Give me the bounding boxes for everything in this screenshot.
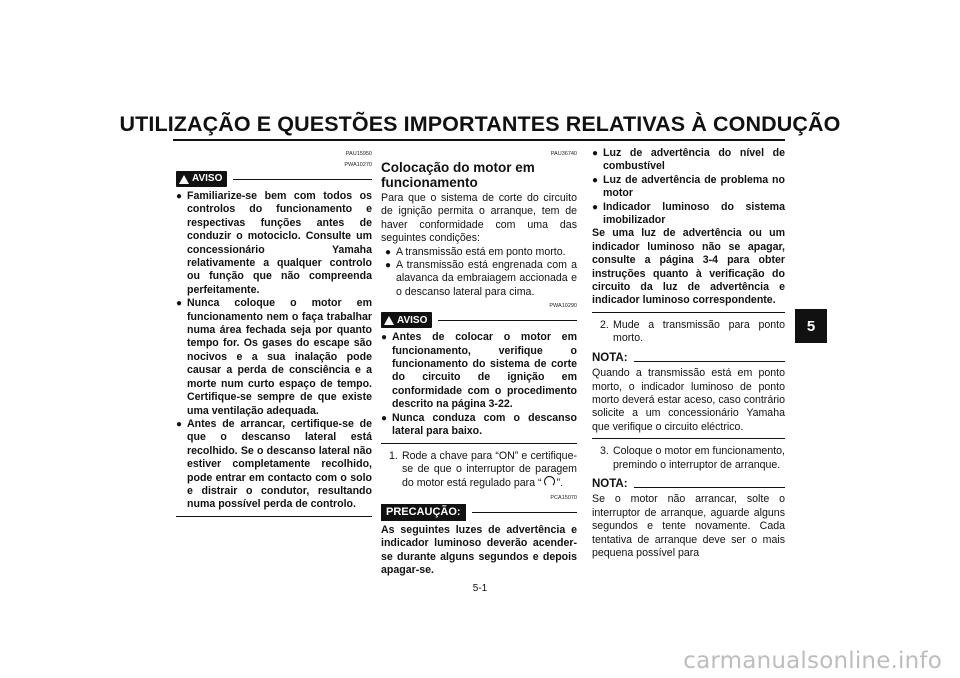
note-text: Quando a transmissão está em ponto morto, o indicador luminoso de ponto morto deverá estar aceso, caso contrário solicite a um concessionário Yamaha que verifique o circuito eléctrico. xyxy=(592,367,785,433)
list-item xyxy=(381,412,577,439)
note-label: NOTA: xyxy=(592,477,628,490)
list-item-text: Nunca coloque o motor em funcionamento nem o faça trabalhar numa área fechada seja por quanto tempo for. Os gases do escape são nocivos e a sua inalação pode causar a perda de consciência e a morte num curto espaço de tempo. Certifique-se sempre de que existe uma ventilação adequada. xyxy=(187,297,372,417)
bullet-icon: ● xyxy=(385,260,392,272)
bullet-icon: ● xyxy=(592,201,599,213)
list-item-text: Luz de advertência de problema no motor xyxy=(603,173,785,200)
bullet-icon: ● xyxy=(176,191,183,202)
doc-code: PAU36740 xyxy=(550,151,577,157)
divider xyxy=(438,320,577,321)
divider xyxy=(176,516,372,517)
divider xyxy=(634,487,785,488)
list-item-text: Antes de colocar o motor em funcionamento, verifique o funcionamento do sistema de corte do circuito de ignição em conformidade com o procedimento descrito na página 3-22. xyxy=(392,331,577,411)
list-item-text: Nunca conduza com o descanso lateral para baixo. xyxy=(392,411,577,438)
warning-label xyxy=(381,312,432,328)
title-rule xyxy=(173,139,785,141)
bullet-icon: ● xyxy=(381,412,388,424)
divider xyxy=(634,361,785,362)
page-title: UTILIZAÇÃO E QUESTÕES IMPORTANTES RELATIVAS À CONDUÇÃO xyxy=(119,112,841,136)
doc-code: PAU15950 xyxy=(345,151,372,157)
list-item xyxy=(176,297,372,418)
list-item-text: Indicador luminoso do sistema imobilizador xyxy=(603,200,785,227)
page-number: 5-1 xyxy=(472,583,488,594)
caution-header xyxy=(381,504,577,521)
warning-label xyxy=(176,171,227,187)
list-item-text: Familiarize-se bem com todos os controlos do funcionamento e respectivas funções antes de conduzir o motociclo. Consulte um concessionário Yamaha relativamente a qualquer controlo ou função que não compreenda perfeitamente. xyxy=(187,190,372,296)
paragraph: Para que o sistema de corte do circuito de ignição permita o arranque, tem de haver conformidade com uma das seguintes condições: xyxy=(381,192,577,245)
list-item xyxy=(592,201,785,228)
caution-label: PRECAUÇÃO: xyxy=(381,504,466,521)
list-item xyxy=(176,190,372,297)
chapter-tab: 5 xyxy=(795,309,827,343)
divider xyxy=(592,312,785,313)
divider xyxy=(381,443,577,444)
step-item xyxy=(389,450,577,491)
list-item xyxy=(385,246,577,259)
bullet-icon: ● xyxy=(592,148,599,159)
watermark: carmanualsonline.info xyxy=(683,648,942,674)
bullet-icon: ● xyxy=(592,174,599,186)
doc-code: PWA10290 xyxy=(549,303,577,310)
list-item-text: Antes de arrancar, certifique-se de que o descanso lateral está recolhido. Se o descanso lateral não estiver completamente recolhido, pode entrar em contacto com o solo e distrair o condutor, resultando numa possível perda de controlo. xyxy=(187,417,372,511)
doc-code: PCA15070 xyxy=(550,494,577,501)
doc-code: PWA10270 xyxy=(344,162,372,168)
step-number: 1. xyxy=(389,449,398,462)
list-item xyxy=(381,331,577,411)
bullet-icon: ● xyxy=(176,298,183,310)
note-label: NOTA: xyxy=(592,351,628,364)
step-text: Mude a transmissão para ponto morto. xyxy=(613,318,785,345)
list-item xyxy=(592,174,785,201)
engine-run-icon xyxy=(544,476,555,487)
divider xyxy=(233,179,372,180)
warning-label-text: AVISO xyxy=(397,314,428,326)
step-number: 3. xyxy=(600,445,609,458)
warning-header xyxy=(381,312,577,328)
step-item xyxy=(600,445,785,472)
list-item-text: Luz de advertência do nível de combustível xyxy=(603,147,785,173)
step-number: 2. xyxy=(600,318,609,331)
list-item xyxy=(385,259,577,299)
step-item xyxy=(600,319,785,346)
warning-header xyxy=(176,171,372,187)
step-text xyxy=(402,450,577,491)
note-header xyxy=(592,352,785,365)
bullet-icon: ● xyxy=(385,246,392,258)
divider xyxy=(592,438,785,439)
list-item-text: A transmissão está engrenada com a alavanca da embraiagem accionada e o descanso lateral para cima. xyxy=(396,259,577,298)
note-text: Se o motor não arrancar, solte o interruptor de arranque, aguarde alguns segundos e tente novamente. Cada tentativa de arranque deve ser o mais pequena possível para xyxy=(592,493,785,559)
warning-label-text: AVISO xyxy=(192,173,223,185)
list-item xyxy=(176,418,372,512)
bullet-icon: ● xyxy=(176,418,183,430)
column-2 xyxy=(381,147,577,577)
step-text-part: ”. xyxy=(556,477,564,490)
list-item-text: A transmissão está em ponto morto. xyxy=(396,245,566,258)
column-1 xyxy=(176,147,372,523)
step-text: Coloque o motor em funcionamento, premindo o interruptor de arranque. xyxy=(613,445,785,471)
note-header xyxy=(592,478,785,491)
step-text-part: Rode a chave para “ON” e certifique-se de que o interruptor de paragem do motor está regulado para “ xyxy=(402,449,577,490)
section-heading: Colocação do motor em funcionamento xyxy=(381,160,535,190)
caution-text: Se uma luz de advertência ou um indicador luminoso não se apagar, consulte a página 3-4 para obter instruções quanto à verificação do circuito da luz de advertência e indicador luminoso correspondente. xyxy=(592,227,785,307)
warning-triangle-icon xyxy=(179,175,189,184)
warning-triangle-icon xyxy=(384,316,394,325)
caution-text: As seguintes luzes de advertência e indicador luminoso deverão acender-se durante alguns segundos e depois apagar-se. xyxy=(381,523,577,576)
bullet-icon: ● xyxy=(381,332,388,344)
column-3 xyxy=(592,147,785,560)
divider xyxy=(472,512,577,513)
list-item xyxy=(592,147,785,174)
